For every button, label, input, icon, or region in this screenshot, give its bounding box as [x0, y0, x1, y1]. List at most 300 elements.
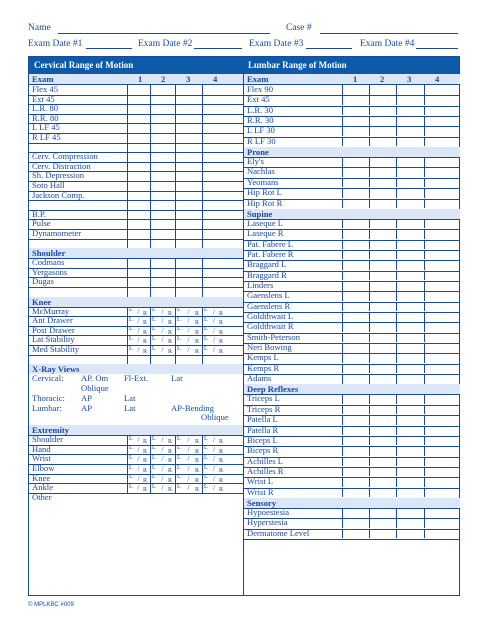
score-cell[interactable]: [150, 277, 176, 287]
score-cell[interactable]: [424, 281, 425, 291]
score-cell[interactable]: [342, 106, 370, 116]
left-side-mark: L: [129, 435, 133, 442]
xray-view-option[interactable]: Lumbar:: [32, 402, 62, 413]
right-side-mark: R: [219, 487, 224, 494]
score-cell[interactable]: [396, 333, 425, 343]
score-cell[interactable]: [396, 353, 425, 363]
score-cell[interactable]: [127, 287, 151, 297]
score-cell[interactable]: [369, 343, 397, 353]
score-cell[interactable]: [424, 477, 425, 487]
score-cell[interactable]: [202, 474, 203, 484]
score-cell[interactable]: [150, 114, 176, 124]
score-cell[interactable]: [150, 355, 176, 365]
score-cell[interactable]: [424, 364, 425, 374]
right-side-mark: R: [168, 320, 173, 327]
score-cell[interactable]: [150, 191, 176, 201]
score-cell[interactable]: [396, 343, 425, 353]
xray-view-option[interactable]: AP-Bending: [171, 402, 214, 413]
score-cell[interactable]: [396, 467, 425, 477]
score-cell[interactable]: [202, 162, 203, 172]
score-cell[interactable]: [424, 219, 425, 229]
score-cell[interactable]: [424, 116, 425, 126]
score-cell[interactable]: [396, 405, 425, 415]
score-cell[interactable]: [424, 343, 425, 353]
score-cell[interactable]: [369, 518, 397, 528]
score-cell[interactable]: [342, 95, 370, 105]
score-cell[interactable]: [150, 143, 176, 153]
score-cell[interactable]: [396, 426, 425, 436]
score-cell[interactable]: [369, 302, 397, 312]
score-cell[interactable]: [396, 415, 425, 425]
score-cell[interactable]: [127, 133, 151, 143]
score-cell[interactable]: [396, 178, 425, 188]
score-cell[interactable]: [424, 302, 425, 312]
score-cell[interactable]: [202, 143, 203, 153]
score-cell[interactable]: [424, 167, 425, 177]
score-cell[interactable]: [342, 271, 370, 281]
score-cell[interactable]: [342, 488, 370, 498]
xray-view-option[interactable]: AP: [81, 392, 92, 403]
score-cell[interactable]: [424, 229, 425, 239]
score-cell[interactable]: [150, 287, 176, 297]
score-cell[interactable]: [127, 239, 151, 249]
score-cell[interactable]: [424, 250, 425, 260]
score-cell[interactable]: [424, 137, 425, 147]
score-cell[interactable]: [369, 95, 397, 105]
right-side-mark: R: [143, 468, 148, 474]
score-cell[interactable]: [396, 157, 425, 167]
score-cell[interactable]: [150, 152, 176, 162]
score-cell[interactable]: [396, 508, 425, 518]
score-cell[interactable]: [396, 436, 425, 446]
score-cell[interactable]: [202, 445, 203, 455]
score-cell[interactable]: [396, 457, 425, 467]
slash-mark: /: [161, 455, 164, 464]
score-cell[interactable]: [396, 488, 425, 498]
score-cell[interactable]: [202, 268, 203, 278]
score-cell[interactable]: [127, 210, 151, 220]
right-side-mark: R: [195, 487, 200, 494]
score-cell[interactable]: [424, 415, 425, 425]
score-cell[interactable]: [202, 355, 203, 365]
score-cell[interactable]: [396, 95, 425, 105]
score-cell[interactable]: [369, 457, 397, 467]
score-cell[interactable]: [342, 178, 370, 188]
score-cell[interactable]: [424, 260, 425, 270]
score-cell[interactable]: [396, 219, 425, 229]
score-cell[interactable]: [175, 171, 203, 181]
score-cell[interactable]: [369, 116, 397, 126]
score-cell[interactable]: [150, 229, 176, 239]
score-cell[interactable]: [424, 126, 425, 136]
score-cell[interactable]: [369, 178, 397, 188]
score-cell[interactable]: [369, 157, 397, 167]
score-cell[interactable]: [202, 345, 203, 355]
score-cell[interactable]: [424, 271, 425, 281]
score-cell[interactable]: [342, 518, 370, 528]
xray-line: [29, 374, 243, 384]
score-cell[interactable]: [202, 200, 203, 210]
score-cell[interactable]: [150, 104, 176, 114]
score-cell[interactable]: [396, 302, 425, 312]
score-cell[interactable]: [127, 355, 151, 365]
score-cell[interactable]: [202, 114, 203, 124]
score-cell[interactable]: [396, 281, 425, 291]
score-cell[interactable]: [342, 436, 370, 446]
score-cell[interactable]: [396, 446, 425, 456]
score-cell[interactable]: [127, 277, 151, 287]
score-cell[interactable]: [342, 260, 370, 270]
xray-view-option[interactable]: Lat: [171, 373, 183, 384]
score-cell[interactable]: [342, 126, 370, 136]
score-cell[interactable]: [369, 281, 397, 291]
score-cell[interactable]: [342, 477, 370, 487]
score-cell[interactable]: [127, 143, 151, 153]
score-cell[interactable]: [396, 271, 425, 281]
score-cell[interactable]: [342, 353, 370, 363]
xray-view-option[interactable]: AP. Om: [81, 373, 109, 384]
case-field[interactable]: [320, 33, 458, 34]
score-cell[interactable]: [369, 167, 397, 177]
score-cell[interactable]: [342, 415, 370, 425]
score-cell[interactable]: [369, 333, 397, 343]
score-cell[interactable]: [175, 200, 203, 210]
xray-view-option[interactable]: Fl-Ext.: [124, 373, 149, 384]
score-cell[interactable]: [202, 229, 203, 239]
score-cell[interactable]: [342, 529, 370, 539]
score-cell[interactable]: [342, 312, 370, 322]
score-cell[interactable]: [396, 260, 425, 270]
score-cell[interactable]: [369, 229, 397, 239]
score-cell[interactable]: [396, 85, 425, 95]
score-cell[interactable]: [396, 518, 425, 528]
score-cell[interactable]: [369, 250, 397, 260]
score-cell[interactable]: [202, 191, 203, 201]
xray-view-option[interactable]: Lat: [124, 402, 136, 413]
score-cell[interactable]: [424, 529, 425, 539]
slash-mark: /: [187, 484, 190, 493]
score-cell[interactable]: [342, 302, 370, 312]
score-cell[interactable]: [396, 229, 425, 239]
score-cell[interactable]: [396, 116, 425, 126]
score-cell[interactable]: [396, 364, 425, 374]
score-cell[interactable]: [127, 114, 151, 124]
right-side-mark: R: [168, 487, 173, 494]
score-cell[interactable]: [396, 322, 425, 332]
score-cell[interactable]: [424, 436, 425, 446]
score-cell[interactable]: [150, 171, 176, 181]
score-cell[interactable]: [150, 200, 176, 210]
left-side-mark: L: [129, 345, 133, 352]
score-cell[interactable]: [396, 106, 425, 116]
score-cell[interactable]: [202, 181, 203, 191]
score-cell[interactable]: [175, 143, 203, 153]
score-cell[interactable]: [127, 171, 151, 181]
score-cell[interactable]: [202, 287, 203, 297]
exam-date-3-field[interactable]: [306, 48, 352, 49]
score-cell[interactable]: [342, 85, 370, 95]
score-cell[interactable]: [127, 219, 151, 229]
score-cell[interactable]: [396, 312, 425, 322]
score-cell[interactable]: [369, 188, 397, 198]
score-cell[interactable]: [127, 191, 151, 201]
score-cell[interactable]: [424, 488, 425, 498]
score-cell[interactable]: [202, 239, 203, 249]
score-cell[interactable]: [342, 250, 370, 260]
score-cell[interactable]: [369, 415, 397, 425]
score-cell[interactable]: [342, 291, 370, 301]
score-cell[interactable]: [175, 181, 203, 191]
score-cell[interactable]: [424, 374, 425, 384]
score-cell[interactable]: [369, 126, 397, 136]
score-cell[interactable]: [127, 258, 151, 268]
score-cell[interactable]: [202, 133, 203, 143]
score-cell[interactable]: [342, 240, 370, 250]
score-cell[interactable]: [150, 123, 176, 133]
score-cell[interactable]: [202, 335, 203, 345]
score-cell[interactable]: [369, 477, 397, 487]
score-cell[interactable]: [396, 240, 425, 250]
exam-label: Achilles L: [247, 455, 284, 466]
xray-view-option[interactable]: Oblique: [201, 412, 229, 423]
score-cell[interactable]: [150, 85, 176, 95]
score-cell[interactable]: [342, 219, 370, 229]
score-cell[interactable]: [369, 219, 397, 229]
score-cell[interactable]: [150, 181, 176, 191]
score-cell[interactable]: [150, 162, 176, 172]
score-cell[interactable]: [369, 312, 397, 322]
score-cell[interactable]: [150, 95, 176, 105]
score-cell[interactable]: [342, 457, 370, 467]
exam-label: Ext 45: [247, 94, 270, 105]
score-cell[interactable]: [150, 219, 176, 229]
score-cell[interactable]: [369, 199, 397, 209]
exam-date-1-field[interactable]: [86, 48, 132, 49]
score-cell[interactable]: [396, 199, 425, 209]
score-cell[interactable]: [424, 240, 425, 250]
score-cell[interactable]: [369, 271, 397, 281]
score-cell[interactable]: [369, 467, 397, 477]
score-cell[interactable]: [424, 291, 425, 301]
score-cell[interactable]: [342, 188, 370, 198]
score-cell[interactable]: [369, 436, 397, 446]
name-field[interactable]: [58, 33, 270, 34]
score-cell[interactable]: [342, 167, 370, 177]
score-cell[interactable]: [342, 508, 370, 518]
exam-date-4-field[interactable]: [416, 48, 458, 49]
score-cell[interactable]: [424, 106, 425, 116]
score-cell[interactable]: [202, 316, 203, 326]
score-cell[interactable]: [202, 326, 203, 336]
left-side-mark: L: [204, 345, 208, 352]
score-cell[interactable]: [150, 268, 176, 278]
score-cell[interactable]: [150, 133, 176, 143]
score-cell[interactable]: [150, 258, 176, 268]
score-cell[interactable]: [396, 374, 425, 384]
score-cell[interactable]: [342, 364, 370, 374]
score-cell[interactable]: [202, 483, 203, 493]
score-cell[interactable]: [369, 446, 397, 456]
score-cell[interactable]: [396, 126, 425, 136]
score-cell[interactable]: [175, 162, 203, 172]
score-cell[interactable]: [127, 152, 151, 162]
score-cell[interactable]: [127, 104, 151, 114]
score-cell[interactable]: [369, 426, 397, 436]
score-cell[interactable]: [424, 157, 425, 167]
exam-row: [29, 95, 243, 105]
score-cell[interactable]: [175, 85, 203, 95]
score-cell[interactable]: [369, 106, 397, 116]
score-cell[interactable]: [424, 426, 425, 436]
exam-label: Goldthwait R: [247, 321, 294, 332]
xray-view-option[interactable]: AP: [81, 402, 92, 413]
score-cell[interactable]: [342, 199, 370, 209]
score-cell[interactable]: [424, 508, 425, 518]
score-cell[interactable]: [175, 123, 203, 133]
score-cell[interactable]: [202, 435, 203, 445]
score-cell[interactable]: [424, 353, 425, 363]
score-cell[interactable]: [369, 137, 397, 147]
score-cell[interactable]: [396, 188, 425, 198]
xray-view-option[interactable]: Cervical:: [32, 373, 64, 384]
score-cell[interactable]: [424, 178, 425, 188]
score-cell[interactable]: [424, 333, 425, 343]
score-cell[interactable]: [369, 322, 397, 332]
score-cell[interactable]: [342, 281, 370, 291]
exam-date-1-label: Exam Date #1: [28, 39, 83, 49]
score-cell[interactable]: [342, 333, 370, 343]
exam-label: R.R. 80: [32, 112, 59, 123]
score-cell[interactable]: [175, 239, 203, 249]
score-cell[interactable]: [424, 199, 425, 209]
score-cell[interactable]: [424, 394, 425, 404]
score-cell[interactable]: [396, 167, 425, 177]
score-cell[interactable]: [342, 394, 370, 404]
left-side-mark: L: [152, 445, 156, 452]
score-cell[interactable]: [342, 467, 370, 477]
score-cell[interactable]: [424, 405, 425, 415]
score-cell[interactable]: [369, 240, 397, 250]
score-cell[interactable]: [202, 95, 203, 105]
score-cell[interactable]: [424, 85, 425, 95]
score-cell[interactable]: [127, 95, 151, 105]
score-cell[interactable]: [175, 104, 203, 114]
score-cell[interactable]: [369, 405, 397, 415]
score-cell[interactable]: [127, 181, 151, 191]
score-cell[interactable]: [424, 312, 425, 322]
score-cell[interactable]: [127, 85, 151, 95]
score-cell[interactable]: [202, 464, 203, 474]
score-cell[interactable]: [202, 104, 203, 114]
score-cell[interactable]: [424, 518, 425, 528]
score-cell[interactable]: [396, 250, 425, 260]
score-cell[interactable]: [202, 85, 203, 95]
score-cell[interactable]: [127, 200, 151, 210]
score-cell[interactable]: [175, 355, 203, 365]
exam-row: [244, 157, 460, 167]
score-cell[interactable]: [369, 353, 397, 363]
score-cell[interactable]: [369, 291, 397, 301]
score-cell[interactable]: [342, 116, 370, 126]
score-cell[interactable]: [369, 374, 397, 384]
score-cell[interactable]: [175, 95, 203, 105]
score-cell[interactable]: [202, 454, 203, 464]
score-cell[interactable]: [396, 477, 425, 487]
exam-date-3-label: Exam Date #3: [249, 39, 304, 49]
score-cell[interactable]: [396, 394, 425, 404]
score-cell[interactable]: [424, 467, 425, 477]
score-cell[interactable]: [202, 123, 203, 133]
score-cell[interactable]: [175, 210, 203, 220]
score-cell[interactable]: [369, 364, 397, 374]
score-cell[interactable]: [342, 229, 370, 239]
score-cell[interactable]: [175, 152, 203, 162]
exam-date-2-field[interactable]: [194, 48, 242, 49]
score-cell[interactable]: [369, 260, 397, 270]
xray-view-option[interactable]: Thoracic:: [32, 392, 65, 403]
score-cell[interactable]: [342, 426, 370, 436]
score-cell[interactable]: [202, 277, 203, 287]
score-cell[interactable]: [202, 258, 203, 268]
score-cell[interactable]: [175, 258, 203, 268]
xray-view-option[interactable]: Lat: [124, 392, 136, 403]
score-cell[interactable]: [127, 229, 151, 239]
score-cell[interactable]: [175, 268, 203, 278]
score-cell[interactable]: [424, 446, 425, 456]
score-cell[interactable]: [202, 171, 203, 181]
score-cell[interactable]: [127, 162, 151, 172]
score-cell[interactable]: [342, 343, 370, 353]
score-cell[interactable]: [342, 157, 370, 167]
score-cell[interactable]: [369, 529, 397, 539]
score-cell[interactable]: [369, 488, 397, 498]
score-cell[interactable]: [342, 374, 370, 384]
score-cell[interactable]: [175, 191, 203, 201]
score-cell[interactable]: [424, 457, 425, 467]
score-cell[interactable]: [175, 133, 203, 143]
score-cell[interactable]: [369, 85, 397, 95]
score-cell[interactable]: [150, 210, 176, 220]
score-cell[interactable]: [396, 137, 425, 147]
score-cell[interactable]: [175, 219, 203, 229]
score-cell[interactable]: [175, 287, 203, 297]
score-cell[interactable]: [396, 291, 425, 301]
xray-view-option[interactable]: Oblique: [81, 383, 109, 393]
score-cell[interactable]: [424, 95, 425, 105]
score-cell[interactable]: [202, 152, 203, 162]
score-cell[interactable]: [342, 446, 370, 456]
score-cell[interactable]: [202, 210, 203, 220]
score-cell[interactable]: [127, 123, 151, 133]
score-cell[interactable]: [342, 405, 370, 415]
exam-label: Patella R: [247, 424, 279, 435]
score-cell[interactable]: [424, 188, 425, 198]
score-cell[interactable]: [175, 277, 203, 287]
score-cell[interactable]: [342, 322, 370, 332]
score-cell[interactable]: [202, 307, 203, 317]
exam-row: [244, 374, 460, 384]
score-cell[interactable]: [175, 229, 203, 239]
score-cell[interactable]: [369, 394, 397, 404]
score-cell[interactable]: [202, 219, 203, 229]
score-cell[interactable]: [396, 529, 425, 539]
score-cell[interactable]: [369, 508, 397, 518]
score-cell[interactable]: [175, 114, 203, 124]
score-cell[interactable]: [150, 239, 176, 249]
score-cell[interactable]: [424, 322, 425, 332]
score-cell[interactable]: [342, 137, 370, 147]
score-cell[interactable]: [127, 268, 151, 278]
